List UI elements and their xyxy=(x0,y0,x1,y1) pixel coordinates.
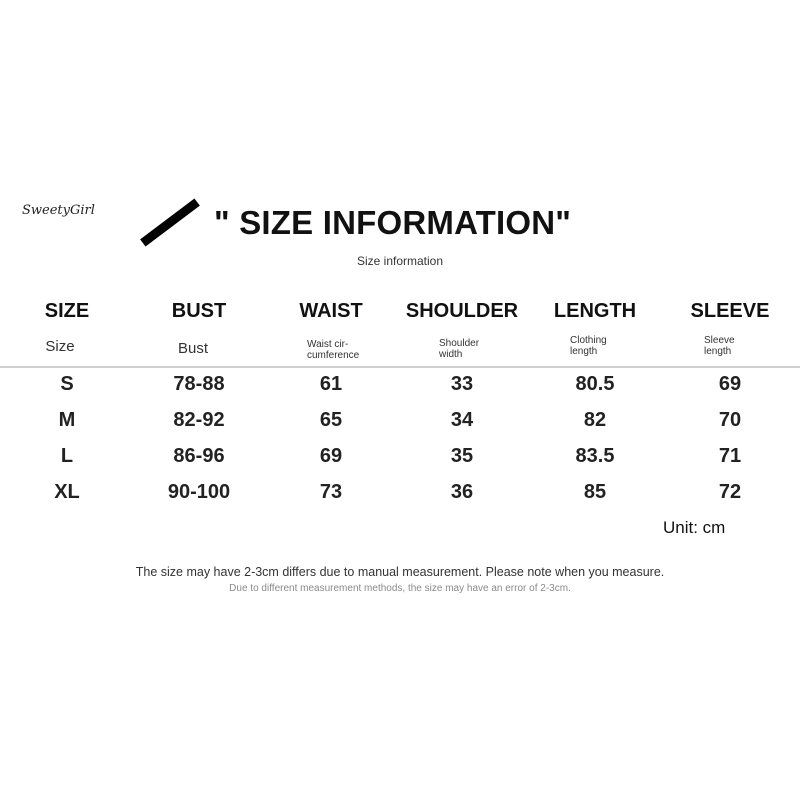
table-cell: 34 xyxy=(450,409,474,431)
table-cell: 69 xyxy=(718,373,742,395)
table-cell: 35 xyxy=(450,445,474,467)
table-cell: 83.5 xyxy=(575,445,615,467)
subheader-waist: Waist cir- cumference xyxy=(307,339,360,361)
header-shoulder: SHOULDER xyxy=(405,300,519,322)
table-cell: 72 xyxy=(718,481,742,503)
table-cell: 78-88 xyxy=(173,373,225,395)
decorative-slash xyxy=(140,198,200,246)
table-cell: 65 xyxy=(319,409,343,431)
table-cell: S xyxy=(60,373,74,395)
subheader-length: Clothing length xyxy=(570,335,607,357)
table-cell: 73 xyxy=(319,481,343,503)
page-title: " SIZE INFORMATION" xyxy=(214,204,572,241)
table-cell: 90-100 xyxy=(167,481,231,503)
table-cell: 70 xyxy=(718,409,742,431)
table-cell: 33 xyxy=(450,373,474,395)
page-subtitle: Size information xyxy=(356,254,444,268)
subheader-shoulder: Shoulder width xyxy=(439,338,480,360)
measurement-note: The size may have 2-3cm differs due to manual measurement. Please note when you measure. xyxy=(135,565,665,579)
table-cell: M xyxy=(58,409,76,431)
table-cell: XL xyxy=(54,481,80,503)
table-cell: 85 xyxy=(583,481,607,503)
brand-logo: SweetyGirl xyxy=(22,203,95,218)
unit-label: Unit: cm xyxy=(663,518,726,537)
subheader-size: Size xyxy=(45,338,75,355)
measurement-note-secondary: Due to different measurement methods, the size may have an error of 2-3cm. xyxy=(229,583,571,594)
table-cell: 69 xyxy=(319,445,343,467)
table-cell: 36 xyxy=(450,481,474,503)
table-cell: L xyxy=(60,445,74,467)
table-cell: 86-96 xyxy=(173,445,225,467)
table-cell: 61 xyxy=(319,373,343,395)
table-cell: 82 xyxy=(583,409,607,431)
table-cell: 71 xyxy=(718,445,742,467)
header-length: LENGTH xyxy=(553,300,637,322)
table-cell: 82-92 xyxy=(173,409,225,431)
subheader-sleeve: Sleeve length xyxy=(704,335,735,357)
header-divider xyxy=(0,366,800,368)
header-sleeve: SLEEVE xyxy=(690,300,770,322)
subheader-bust: Bust xyxy=(177,340,209,357)
header-size: SIZE xyxy=(44,300,90,322)
table-cell: 80.5 xyxy=(575,373,615,395)
header-waist: WAIST xyxy=(299,300,363,322)
header-bust: BUST xyxy=(171,300,227,322)
